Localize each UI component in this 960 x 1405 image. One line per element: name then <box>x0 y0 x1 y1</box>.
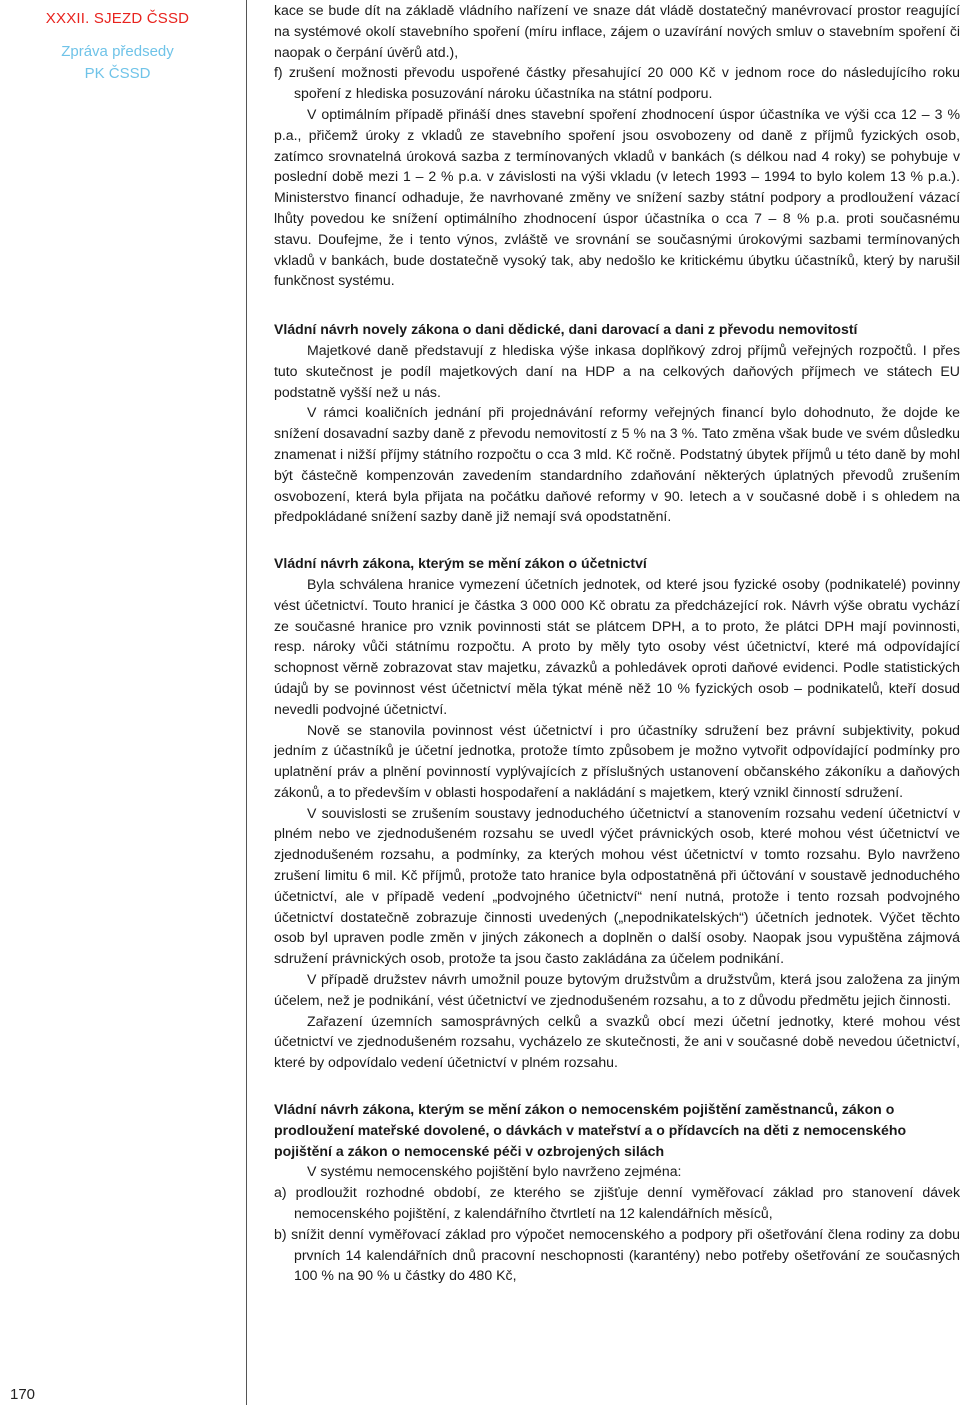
main-content <box>274 0 960 1286</box>
paragraph: Nově se stanovila povinnost vést účetnictví i pro účastníky sdružení bez právní subjektivity, pokud jedním z účastníků je účetní jednotka, protože tímto způsobem je možno vytvořit odpovídající podmínky pro uplatnění práv a plnění povinností vyplývajících z příslušných ustanovení občanského zákoníku a daňových zákonů, a to především v oblasti hospodaření a nakládání s majetkem, který vznikl činností sdružení. <box>274 721 960 800</box>
report-title: Zpráva předsedy <box>61 43 174 60</box>
sidebar-header <box>0 0 235 82</box>
vertical-divider <box>246 0 247 1405</box>
section-heading: Vládní návrh zákona, kterým se mění zákon o nemocenském pojištění zaměstnanců, zákon o prodloužení mateřské dovolené, o dávkách v mateřství a o přídavcích na děti z nemocenského pojištění a zákon o nemocenské péči v ozbrojených silách <box>274 1101 907 1159</box>
list-item: f) zrušení možnosti převodu uspořené částky přesahující 20 000 Kč v jednom roce do následujícího roku spoření z hlediska posuzování nároku účastníka na státní podporu. <box>274 64 960 102</box>
paragraph: V systému nemocenského pojištění bylo navrženo zejména: <box>307 1163 682 1180</box>
list-item: a) prodloužit rozhodné období, ze kterého se zjišťuje denní vyměřovací základ pro stanovení dávek nemocenského pojištění, z kalendářního čtvrtletí na 12 kalendářních měsíců, <box>274 1184 960 1222</box>
paragraph: V případě družstev návrh umožnil pouze bytovým družstvům a družstvům, která jsou založena za jiným účelem, než je podnikání, vést účetnictví ve zjednodušeném rozsahu, a to z důvodu předmětu jejich činnosti. <box>274 971 960 1008</box>
paragraph: kace se bude dít na základě vládního nařízení ve snaze dát vládě dostatečný manévrovací prostor reagující na systémové okolí stavebního spoření (míru inflace, zájem o uzavírání nových smluv o stavebním spoření či naopak o čerpání úvěrů atd.), <box>274 2 960 60</box>
paragraph: Zařazení územních samosprávných celků a svazků obcí mezi účetní jednotky, které mohou vést účetnictví ve zjednodušeném rozsahu, vycházelo ze skutečnosti, že ani v současné době nevedou účetnictví, které by odpovídalo vedení účetnictví v plném rozsahu. <box>274 1012 960 1071</box>
page-number: 170 <box>10 1386 36 1403</box>
section-heading: Vládní návrh novely zákona o dani dědické, dani darovací a dani z převodu nemovitostí <box>274 321 858 338</box>
paragraph: V optimálním případě přináší dnes stavební spoření zhodnocení úspor účastníka ve výši cca 12 – 3 % p.a., přičemž úroky z vkladů ze stavebního spoření jsou osvobozeny od daně z příjmů fyzických osob, zatímco srovnatelná úroková sazba z termínovaných vkladů v bankách (s délkou nad 4 roky) se pohybuje v poslední době mezi 1 – 2 % p.a. v závislosti na výši vkladu (v letech 1993 – 1994 to bylo kolem 13 % p.a.). Ministerstvo financí odhaduje, že navrhované změny ve snížení sazby státní podpory a prodloužení vázací lhůty povedou ke snížení optimálního zhodnocení úspor účastníka o cca 7 – 8 % p.a. proti současnému stavu. Doufejme, že i tento výnos, zvláště ve srovnání se současnými úrokovými sazbami termínovaných vkladů v bankách, bude dostatečně vysoký tak, aby nedošlo ke kritickému úbytku účastníků, který by narušil funkčnost systému. <box>274 105 960 289</box>
paragraph: Majetkové daně představují z hlediska výše inkasa doplňkový zdroj příjmů veřejných rozpočtů. I přes tuto skutečnost je podíl majetkových daní na HDP a na celkových daňových příjmech ve státech EU podstatně vyšší než u nás. <box>274 341 960 400</box>
paragraph: V souvislosti se zrušením soustavy jednoduchého účetnictví a stanovením rozsahu vedení účetnictví v plném nebo ve zjednodušeném rozsahu se uvedl výčet právnických osob, které mohou vést účetnictví ve zjednodušeném rozsahu, a podmínky, za kterých mohou vést účetnictví v tomto rozsahu. Bylo navrženo zrušení limitu 6 mil. Kč příjmů, protože tato hranice byla odpostatněná při účtování v soustavě jednoduchého účetnictví, ale v případě vedení „podvojného účetnictví“ není nutná, protože i tento rozsah podvojného účetnictví dostatečně zobrazuje činnosti uvedených („nepodnikatelských“) účetních jednotek. Výčet těchto osob byl upraven podle změn v jiných zákonech a doplněn o další osoby. Naopak jsou vypuštěna zájmová sdružení právnických osob, protože ta jsou často zakládána za účelem podnikání. <box>274 804 960 967</box>
report-subtitle: PK ČSSD <box>84 65 151 82</box>
paragraph: V rámci koaličních jednání při projednávání reformy veřejných financí bylo dohodnuto, že dojde ke snížení dosavadní sazby daně z převodu nemovitostí z 5 % na 3 %. Tato změna však bude ve svém důsledku znamenat i nižší příjmy státního rozpočtu o cca 3 mld. Kč ročně. Podstatný úbytek příjmů u této daně by mohl být částečně kompenzován zavedením standardního zdaňování některých úplatných převodů zrušením osvobození, která byla přijata na počátku daňové reformy v 90. letech a v současné době i s ohledem na předpokládané snížení sazby daně již nemají svá opodstatnění. <box>274 404 960 525</box>
paragraph: Byla schválena hranice vymezení účetních jednotek, od které jsou fyzické osoby (podnikatelé) povinny vést účetnictví. Touto hranicí je částka 3 000 000 Kč obratu za předcházející rok. Návrh výše obratu vychází ze současné hranice pro vznik povinnosti stát se plátcem DPH, a to proto, že plátci DPH mají povinnosti, resp. nároky vůči státnímu rozpočtu. A proto by měly tyto osoby vést účetnictví, které má odpovídající schopnost věrně zobrazovat stav majetku, závazků a pohledávek oproti daňové evidenci. Podle statistických údajů by se povinnost vést účetnictví měla týkat méně něž 10 % fyzických osob – podnikatelů, kteří dosud nevedli podvojné účetnictví. <box>274 575 960 717</box>
section-heading: Vládní návrh zákona, kterým se mění zákon o účetnictví <box>274 555 647 572</box>
congress-title: XXXII. SJEZD ČSSD <box>45 10 190 27</box>
list-item: b) snížit denní vyměřovací základ pro výpočet nemocenského a podpory při ošetřování člena rodiny za dobu prvních 14 kalendářních dnů pracovní neschopnosti (karantény) nebo potřeby ošetřování ze současných 100 % na 90 % u částky do 480 Kč, <box>274 1225 960 1284</box>
